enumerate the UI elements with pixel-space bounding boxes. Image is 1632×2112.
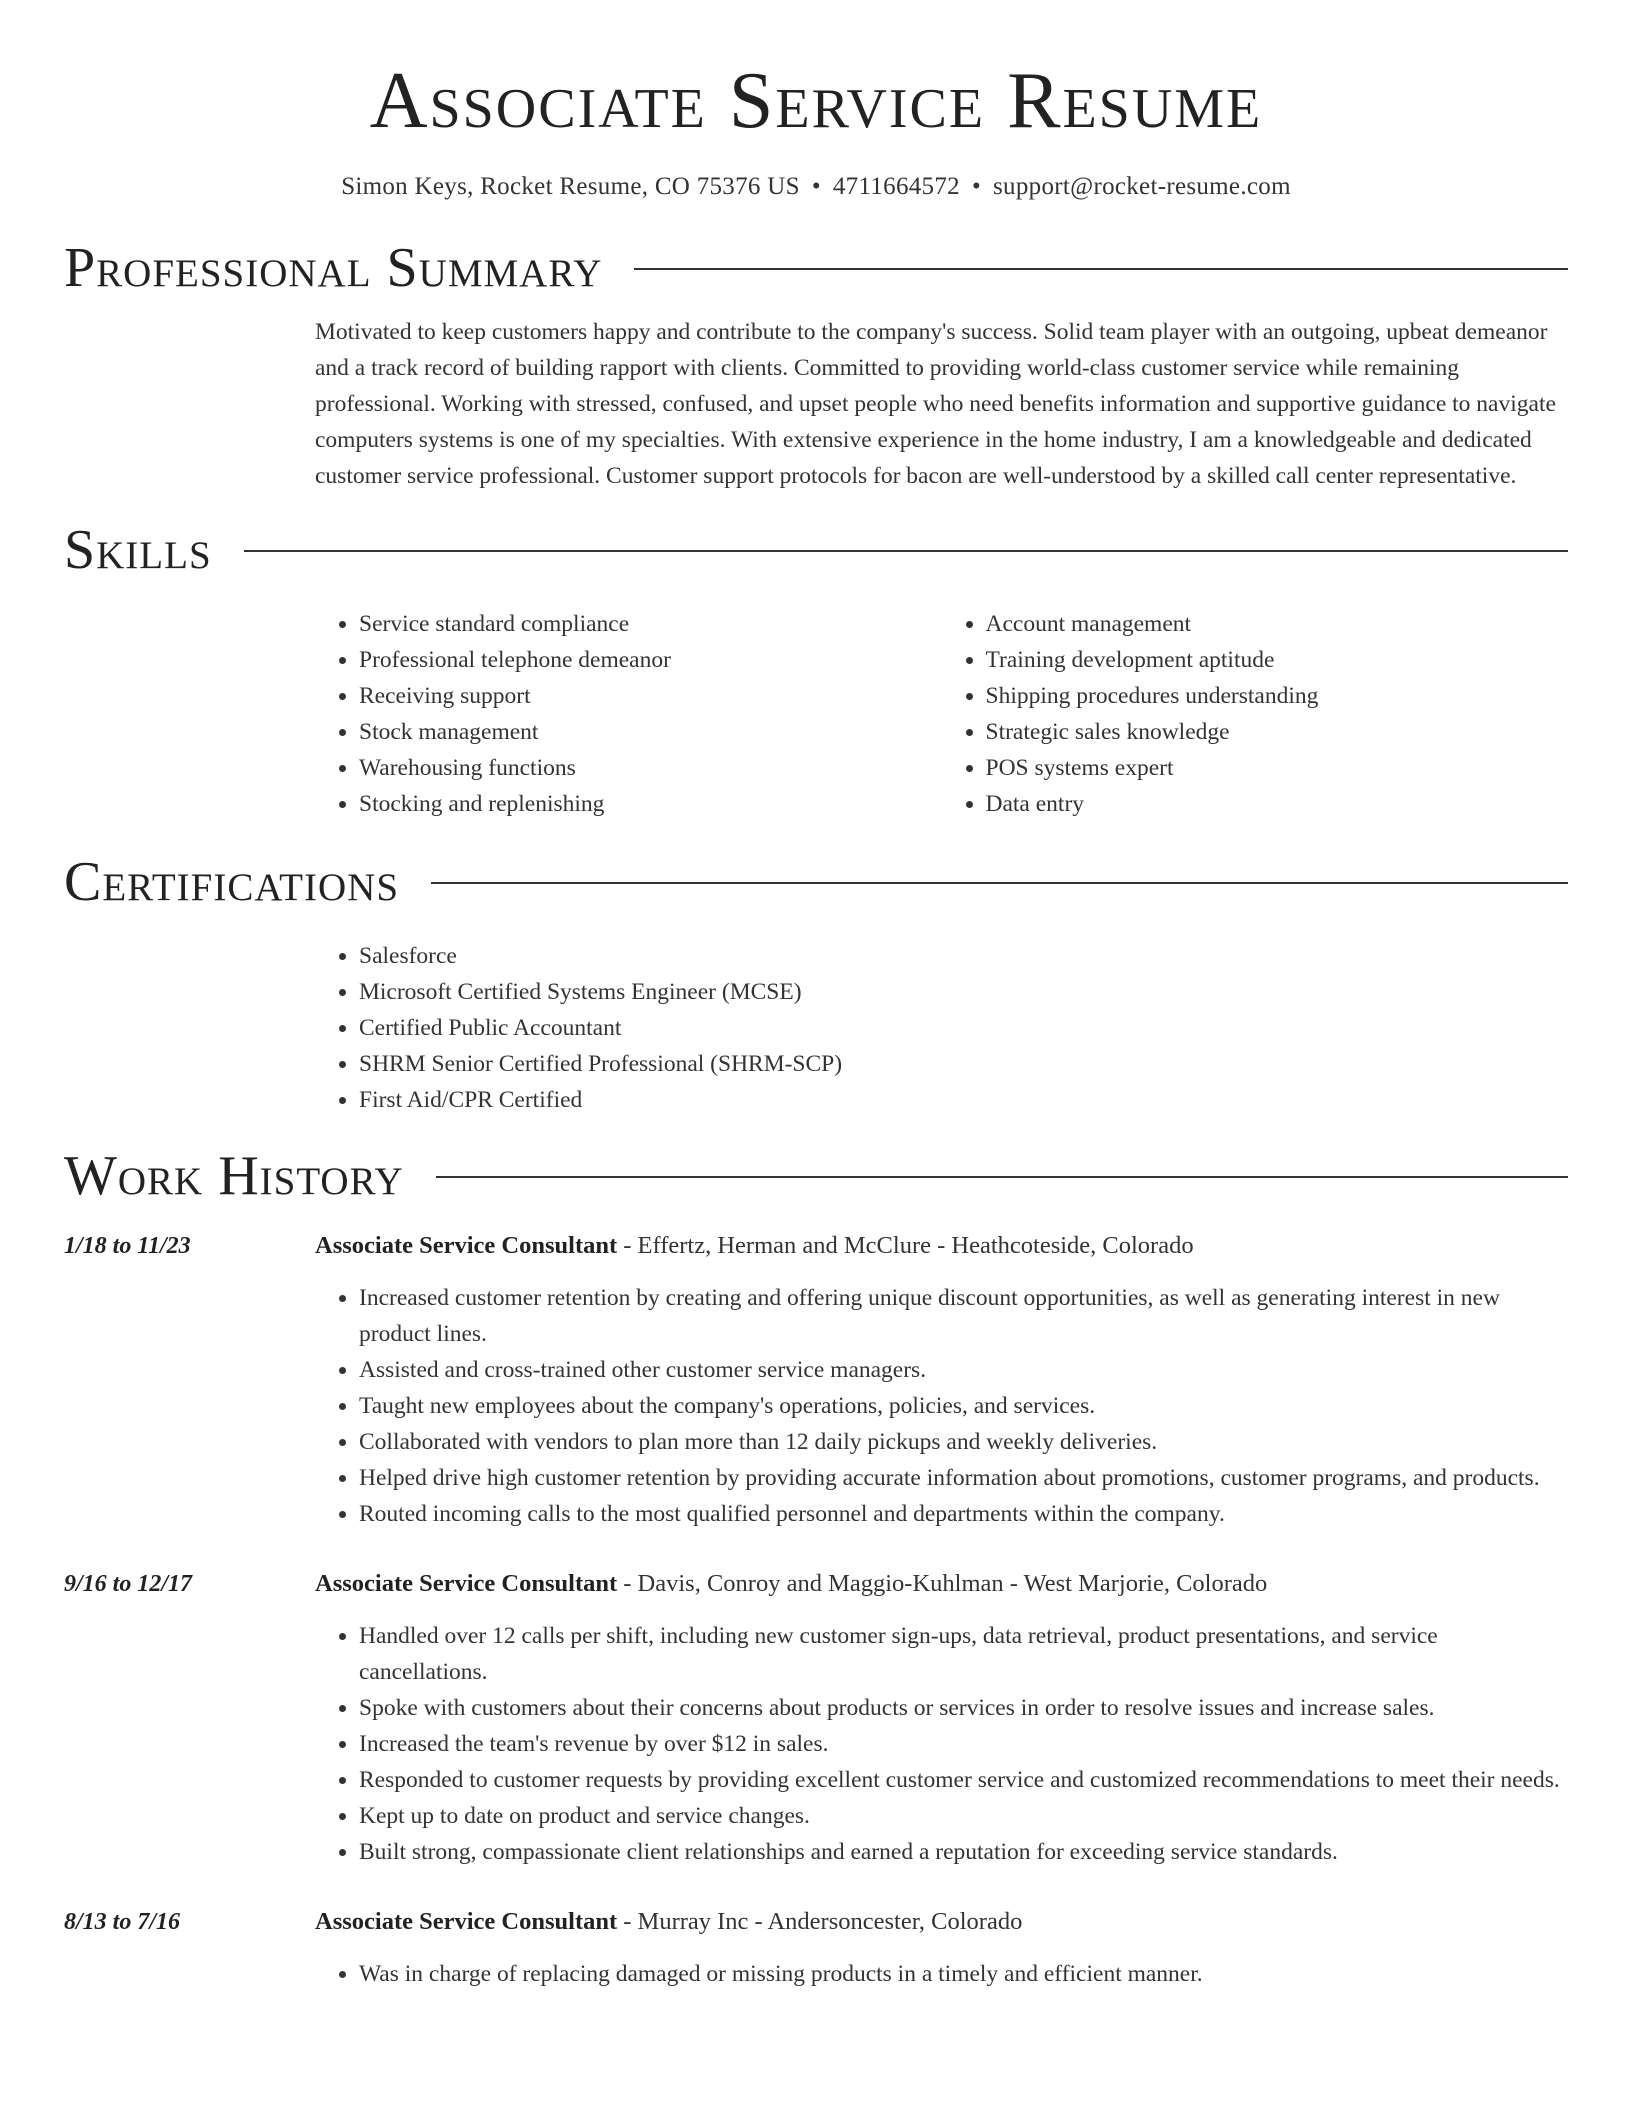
- contact-address: Simon Keys, Rocket Resume, CO 75376 US: [341, 173, 800, 200]
- job-bullet: • Built strong, compassionate client relationships and earned a reputation for exceeding service standards.: [359, 1834, 1568, 1870]
- skills-heading: Skills: [64, 519, 212, 581]
- skill-item: • Shipping procedures understanding: [986, 678, 1569, 714]
- contact-email: support@rocket-resume.com: [993, 173, 1291, 200]
- skills-list: [315, 606, 1568, 822]
- job-entry: [64, 1228, 1568, 1532]
- job-bullet: • Kept up to date on product and service changes.: [359, 1798, 1568, 1834]
- section-divider: [634, 268, 1568, 270]
- summary-section-header: [64, 238, 1568, 298]
- certifications-section-header: [64, 852, 1568, 912]
- skill-item: • Receiving support: [359, 678, 942, 714]
- job-bullet: • Spoke with customers about their concerns about products or services in order to resolve issues and increase sales.: [359, 1690, 1568, 1726]
- job-bullets: [315, 1280, 1568, 1532]
- contact-phone: 4711664572: [832, 173, 960, 200]
- section-divider: [431, 882, 1568, 884]
- contact-line: [64, 172, 1568, 202]
- job-dates: 9/16 to 12/17: [64, 1571, 193, 1597]
- skill-item: • Stocking and replenishing: [359, 786, 942, 822]
- skill-item: • Warehousing functions: [359, 750, 942, 786]
- job-body: [315, 1904, 1568, 1992]
- job-header: [315, 1904, 1568, 1940]
- job-entry: [64, 1904, 1568, 1992]
- job-bullet: • Handled over 12 calls per shift, including new customer sign-ups, data retrieval, product presentations, and service cancellations.: [359, 1618, 1568, 1690]
- skill-item: • Strategic sales knowledge: [986, 714, 1569, 750]
- job-bullet: • Taught new employees about the company's operations, policies, and services.: [359, 1388, 1568, 1424]
- certification-item: • First Aid/CPR Certified: [359, 1082, 1568, 1118]
- contact-separator: •: [971, 173, 982, 200]
- job-header: [315, 1228, 1568, 1264]
- job-bullet: • Increased the team's revenue by over $12 in sales.: [359, 1726, 1568, 1762]
- work-history-heading: Work History: [64, 1145, 404, 1207]
- summary-text: Motivated to keep customers happy and contribute to the company's success. Solid team player with an outgoing, upbeat demeanor and a track record of building rapport with clients. Committed to providing world-class customer service while remaining professional. Working with stressed, confused, and upset people who need benefits information and supportive guidance to navigate computers systems is one of my specialties. With extensive experience in the home industry, I am a knowledgeable and dedicated customer service professional. Customer support protocols for bacon are well-understood by a skilled call center representative.: [315, 319, 1556, 489]
- skills-column-left: [315, 606, 942, 822]
- job-bullet: • Increased customer retention by creating and offering unique discount opportunities, as well as generating interest in new product lines.: [359, 1280, 1568, 1352]
- job-bullets: [315, 1956, 1568, 1992]
- section-divider: [436, 1176, 1568, 1178]
- certification-item: • SHRM Senior Certified Professional (SHRM-SCP): [359, 1046, 1568, 1082]
- job-title: Associate Service Consultant: [315, 1908, 618, 1935]
- job-employer: - Murray Inc - Andersoncester, Colorado: [617, 1908, 1023, 1935]
- job-body: [315, 1566, 1568, 1870]
- job-body: [315, 1228, 1568, 1532]
- job-header: [315, 1566, 1568, 1602]
- contact-separator: •: [811, 173, 821, 200]
- job-bullet: • Collaborated with vendors to plan more than 12 daily pickups and weekly deliveries.: [359, 1424, 1568, 1460]
- job-bullet: • Was in charge of replacing damaged or missing products in a timely and efficient manner.: [359, 1956, 1568, 1992]
- skill-item: • Service standard compliance: [359, 606, 942, 642]
- certifications-heading: Certifications: [64, 851, 400, 913]
- job-bullet: • Routed incoming calls to the most qualified personnel and departments within the company.: [359, 1496, 1568, 1532]
- job-entry: [64, 1566, 1568, 1870]
- job-title: Associate Service Consultant: [315, 1232, 618, 1259]
- section-divider: [244, 550, 1568, 552]
- job-employer: - Effertz, Herman and McClure - Heathcoteside, Colorado: [617, 1232, 1194, 1259]
- certifications-list: [315, 938, 1568, 1118]
- job-bullet: • Helped drive high customer retention by providing accurate information about promotions, customer programs, and products.: [359, 1460, 1568, 1496]
- job-dates: 1/18 to 11/23: [64, 1233, 191, 1259]
- job-bullets: [315, 1618, 1568, 1870]
- skills-column-right: [942, 606, 1569, 822]
- job-bullet: • Responded to customer requests by providing excellent customer service and customized recommendations to meet their needs.: [359, 1762, 1568, 1798]
- skills-section-header: [64, 520, 1568, 580]
- job-dates: 8/13 to 7/16: [64, 1909, 181, 1935]
- job-employer: - Davis, Conroy and Maggio-Kuhlman - West Marjorie, Colorado: [617, 1570, 1268, 1597]
- certification-item: • Microsoft Certified Systems Engineer (MCSE): [359, 974, 1568, 1010]
- skill-item: • Data entry: [986, 786, 1569, 822]
- resume-page: [64, 0, 1568, 1992]
- skill-item: • Professional telephone demeanor: [359, 642, 942, 678]
- certification-item: • Salesforce: [359, 938, 1568, 974]
- resume-title: Associate Service Resume: [369, 57, 1263, 145]
- skill-item: • Account management: [986, 606, 1569, 642]
- work-history-section-header: [64, 1146, 1568, 1206]
- skill-item: • POS systems expert: [986, 750, 1569, 786]
- summary-heading: Professional Summary: [64, 237, 603, 299]
- job-bullet: • Assisted and cross-trained other customer service managers.: [359, 1352, 1568, 1388]
- job-title: Associate Service Consultant: [315, 1570, 618, 1597]
- skill-item: • Stock management: [359, 714, 942, 750]
- certification-item: • Certified Public Accountant: [359, 1010, 1568, 1046]
- skill-item: • Training development aptitude: [986, 642, 1569, 678]
